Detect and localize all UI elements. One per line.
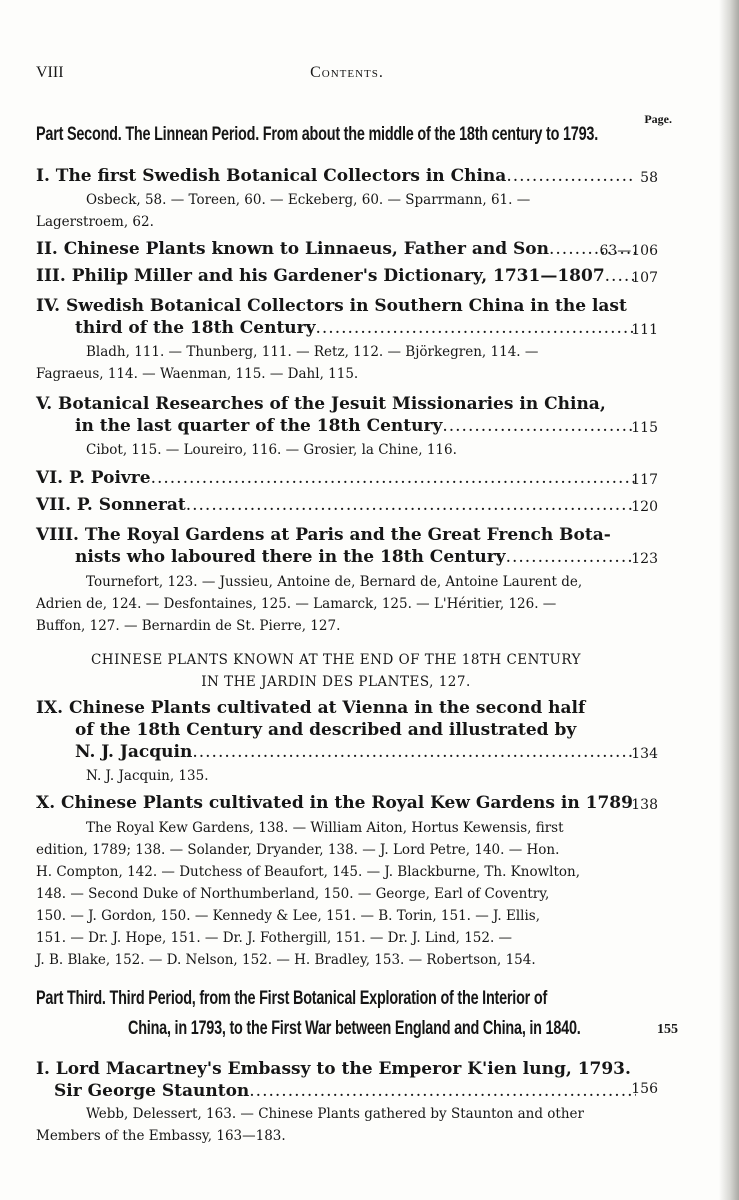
entry-title-cont: Sir George Staunton — [54, 1081, 250, 1101]
entry-title: VIII. The Royal Gardens at Paris and the Great French Bota- — [36, 525, 611, 545]
entry-title-cont: nists who laboured there in the 18th Century — [75, 547, 506, 567]
entry-title: I. The first Swedish Botanical Collectors in China — [36, 166, 507, 186]
entry-subentries — [36, 439, 636, 461]
subentry-line: Tournefort, 123. — Jussieu, Antoine de, Bernard de, Antoine Laurent de, — [86, 574, 583, 590]
jardin-des-plantes-note — [36, 649, 636, 693]
entry-title: III. Philip Miller and his Gardener's Dictionary, 1731—1807 — [36, 266, 605, 286]
toc-entry — [36, 467, 658, 489]
entry-page: 58 — [640, 170, 658, 186]
toc-entry — [36, 1058, 658, 1102]
entry-title: II. Chinese Plants known to Linnaeus, Father and Son — [36, 239, 549, 259]
entry-subentries — [36, 765, 636, 787]
caps-note-line: CHINESE PLANTS KNOWN AT THE END OF THE 18TH CENTURY — [90, 652, 582, 668]
subentry-line: Bladh, 111. — Thunberg, 111. — Retz, 112. — Björkegren, 114. — — [86, 344, 539, 360]
entry-page: 117 — [631, 472, 658, 488]
subentry-line: Members of the Embassy, 163—183. — [36, 1128, 286, 1144]
subentry-line: Adrien de, 124. — Desfontaines, 125. — Lamarck, 125. — L'Héritier, 126. — — [36, 596, 557, 612]
toc-entry — [36, 238, 658, 260]
part-second-heading — [36, 124, 598, 146]
running-title: Contents. — [310, 64, 384, 81]
entry-page: 107 — [631, 270, 658, 286]
part-third-heading-cont — [128, 1018, 601, 1040]
page-edge-shadow — [719, 0, 739, 1200]
entry-page: 115 — [631, 420, 658, 436]
entry-title: I. Lord Macartney's Embassy to the Emperor K'ien lung, 1793. — [36, 1059, 631, 1079]
subentry-line: Lagerstroem, 62. — [36, 214, 154, 230]
entry-title: VI. P. Poivre — [36, 468, 151, 488]
entry-title: V. Botanical Researches of the Jesuit Missionaries in China, — [36, 394, 606, 414]
entry-page: 111 — [631, 322, 658, 338]
entry-page: 120 — [631, 499, 658, 515]
toc-entry — [36, 165, 658, 187]
entry-subentries — [36, 341, 636, 385]
subentry-line: N. J. Jacquin, 135. — [86, 768, 209, 784]
running-header — [36, 64, 658, 86]
toc-entry — [36, 792, 658, 814]
toc-entry — [36, 494, 658, 516]
entry-page: 156 — [631, 1081, 658, 1097]
subentry-line: H. Compton, 142. — Dutchess of Beaufort, 145. — J. Blackburne, Th. Knowlton, — [36, 864, 580, 880]
part-third-line: Part Third. Third Period, from the First Botanical Exploration of the Interior of — [36, 988, 548, 1009]
part-second-text: Part Second. The Linnean Period. From about the middle of the 18th century to 1793. — [36, 124, 598, 145]
entry-title: X. Chinese Plants cultivated in the Royal Kew Gardens in 1789 — [36, 793, 633, 813]
subentry-line: 148. — Second Duke of Northumberland, 150. — George, Earl of Coventry, — [36, 886, 550, 902]
subentry-line: Cibot, 115. — Loureiro, 116. — Grosier, la Chine, 116. — [86, 442, 457, 458]
part-third-heading — [36, 988, 548, 1010]
toc-entry — [36, 393, 658, 437]
entry-title-cont: third of the 18th Century — [75, 318, 316, 338]
entry-title: IV. Swedish Botanical Collectors in Southern China in the last — [36, 296, 627, 316]
caps-note-line: IN THE JARDIN DES PLANTES, 127. — [201, 674, 471, 690]
entry-page: 134 — [631, 746, 658, 762]
entry-title: IX. Chinese Plants cultivated at Vienna in the second half — [36, 698, 586, 718]
part-third-line: China, in 1793, to the First War between England and China, in 1840. — [128, 1018, 581, 1039]
entry-page: 138 — [631, 797, 658, 813]
subentry-line: 150. — J. Gordon, 150. — Kennedy & Lee, 151. — B. Torin, 151. — J. Ellis, — [36, 908, 541, 924]
entry-subentries — [36, 571, 636, 637]
entry-title-cont: of the 18th Century and described and illustrated by — [75, 720, 577, 740]
toc-entry — [36, 295, 658, 339]
subentry-line: The Royal Kew Gardens, 138. — William Aiton, Hortus Kewensis, first — [86, 820, 564, 836]
entry-subentries — [36, 817, 636, 971]
subentry-line: edition, 1789; 138. — Solander, Dryander, 138. — J. Lord Petre, 140. — Hon. — [36, 842, 560, 858]
part-third-page: 155 — [657, 1022, 678, 1037]
subentry-line: Fagraeus, 114. — Waenman, 115. — Dahl, 115. — [36, 366, 359, 382]
entry-subentries — [36, 1103, 636, 1147]
page-column-label: Page. — [644, 112, 672, 126]
toc-entry — [36, 697, 658, 763]
subentry-line: 151. — Dr. J. Hope, 151. — Dr. J. Fothergill, 151. — Dr. J. Lind, 152. — — [36, 930, 513, 946]
entry-page: 123 — [631, 551, 658, 567]
entry-title-cont: N. J. Jacquin — [75, 742, 193, 762]
toc-entry — [36, 524, 658, 568]
subentry-line: Osbeck, 58. — Toreen, 60. — Eckeberg, 60. — Sparrmann, 61. — — [86, 192, 531, 208]
toc-entry — [36, 265, 658, 287]
subentry-line: Buffon, 127. — Bernardin de St. Pierre, 127. — [36, 618, 341, 634]
entry-title-cont: in the last quarter of the 18th Century — [75, 416, 443, 436]
subentry-line: J. B. Blake, 152. — D. Nelson, 152. — H. Bradley, 153. — Robertson, 154. — [36, 952, 536, 968]
page-number: VIII — [36, 64, 64, 81]
entry-title: VII. P. Sonnerat — [36, 495, 186, 515]
subentry-line: Webb, Delessert, 163. — Chinese Plants gathered by Staunton and other — [86, 1106, 584, 1122]
entry-subentries — [36, 189, 636, 233]
entry-page: 63—106 — [599, 243, 658, 259]
